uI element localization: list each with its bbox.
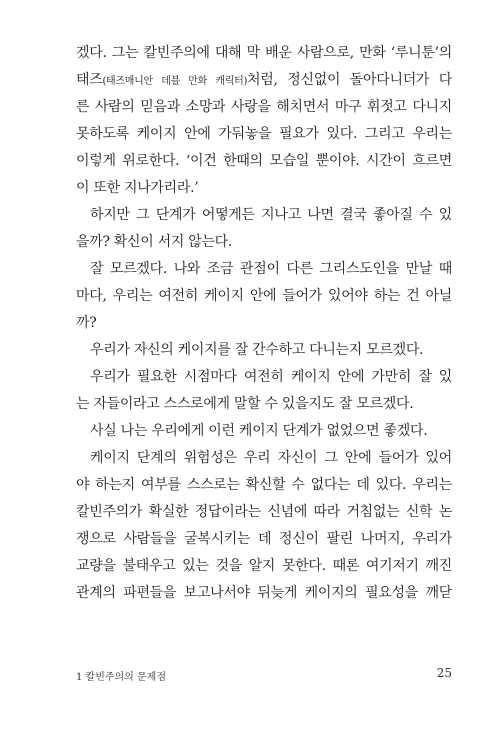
body-line-5: 이렇게 위로한다. ‘이건 한때의 모습일 뿐이야. 시간이 흐르면 <box>76 153 452 169</box>
body-line-11: 까? <box>76 315 97 331</box>
body-line-4: 못하도록 케이지 안에 가둬놓을 필요가 있다. 그리고 우리는 <box>76 126 452 142</box>
running-footer-chapter: 1 칼빈주의의 문제점 <box>76 672 166 683</box>
body-line-2-note: (태즈매니안 데블 만화 캐릭터) <box>102 76 248 87</box>
body-line-19: 쟁으로 사람들을 굴복시키는 데 정신이 팔린 나머지, 우리가 <box>76 531 452 547</box>
body-line-15: 사실 나는 우리에게 이런 케이지 단계가 없었으면 좋겠다. <box>90 423 428 439</box>
body-text <box>76 40 452 607</box>
body-line-20: 교량을 불태우고 있는 것을 알지 못한다. 때론 여기저기 깨진 <box>76 558 452 574</box>
body-line-17: 야 하는지 여부를 스스로는 확신할 수 없다는 데 있다. 우리는 <box>76 477 452 493</box>
body-line-16: 케이지 단계의 위험성은 우리 자신이 그 안에 들어가 있어 <box>90 450 452 466</box>
body-line-3: 른 사람의 믿음과 소망과 사랑을 해치면서 마구 휘젓고 다니지 <box>76 99 452 115</box>
body-line-7: 하지만 그 단계가 어떻게든 지나고 나면 결국 좋아질 수 있 <box>90 207 452 223</box>
body-line-18: 칼빈주의가 확실한 정답이라는 신념에 따라 거침없는 신학 논 <box>76 504 452 520</box>
body-line-13: 우리가 필요한 시점마다 여전히 케이지 안에 가만히 잘 있 <box>90 369 452 385</box>
body-line-12: 우리가 자신의 케이지를 잘 간수하고 다니는지 모르겠다. <box>90 342 424 358</box>
body-line-8: 을까? 확신이 서지 않는다. <box>76 234 233 250</box>
body-line-2 <box>76 67 452 94</box>
body-line-2-end: 처럼, 정신없이 돌아다니더가 다 <box>247 72 452 88</box>
body-line-10: 마다, 우리는 여전히 케이지 안에 들어가 있어야 하는 건 아닐 <box>76 288 452 304</box>
body-line-1: 겠다. 그는 칼빈주의에 대해 막 배운 사람으로, 만화 ‘루니툰’의 <box>76 45 452 61</box>
body-line-9: 잘 모르겠다. 나와 조금 관점이 다른 그리스도인을 만날 때 <box>90 261 452 277</box>
body-line-6: 이 또한 지나가리라.’ <box>76 180 199 196</box>
body-line-2-start: 태즈 <box>76 72 103 88</box>
body-line-21: 관계의 파편들을 보고나서야 뒤늦게 케이지의 필요성을 깨닫 <box>76 585 452 601</box>
body-line-14: 는 자들이라고 스스로에게 말할 수 있을지도 잘 모르겠다. <box>76 396 414 412</box>
page-number: 25 <box>436 666 452 680</box>
